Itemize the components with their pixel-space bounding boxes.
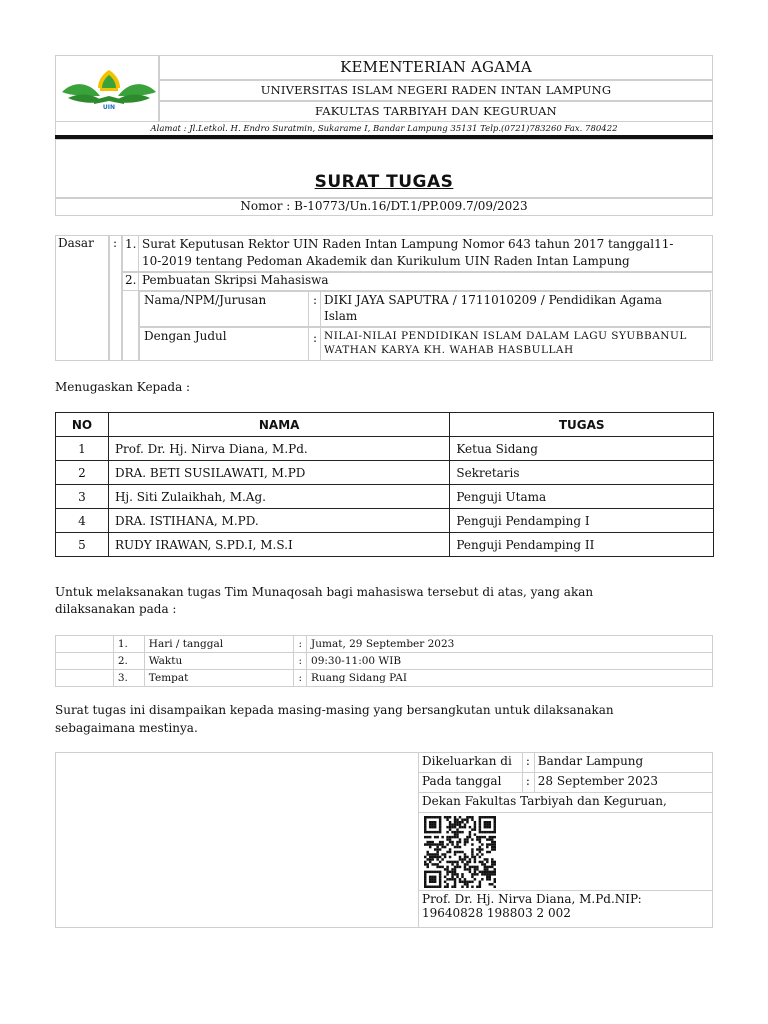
date-colon: : <box>522 773 534 793</box>
ministry-name: KEMENTERIAN AGAMA <box>340 58 532 76</box>
signer-position: Dekan Fakultas Tarbiyah dan Keguruan, <box>419 793 713 813</box>
nama-value-line1: DIKI JAYA SAPUTRA / 1711010209 / Pendidikan Agama <box>324 293 663 307</box>
team-header-nama: NAMA <box>108 413 449 437</box>
team-tugas: Ketua Sidang <box>450 437 714 461</box>
table-row <box>56 636 713 653</box>
schedule-value: Jumat, 29 September 2023 <box>307 636 713 653</box>
nama-value-line2: Islam <box>324 309 358 323</box>
date-value: 28 September 2023 <box>534 773 712 793</box>
team-no: 1 <box>56 437 109 461</box>
table-row <box>56 653 713 670</box>
judul-value-line1: NILAI-NILAI PENDIDIKAN ISLAM DALAM LAGU SYUBBANUL <box>324 330 687 342</box>
logo-text: UIN <box>102 104 116 110</box>
team-tugas: Penguji Pendamping I <box>450 509 714 533</box>
university-name: UNIVERSITAS ISLAM NEGERI RADEN INTAN LAMPUNG <box>260 83 612 97</box>
qr-cell <box>419 813 713 891</box>
team-nama: DRA. ISTIHANA, M.PD. <box>108 509 449 533</box>
team-nama: Prof. Dr. Hj. Nirva Diana, M.Pd. <box>108 437 449 461</box>
university-logo-icon <box>60 66 158 110</box>
dasar-item1-no: 1. <box>125 237 137 251</box>
judul-value-line2: WATHAN KARYA KH. WAHAB HASBULLAH <box>324 344 574 356</box>
team-nama: Hj. Siti Zulaikhah, M.Ag. <box>108 485 449 509</box>
team-no: 3 <box>56 485 109 509</box>
team-tugas: Sekretaris <box>450 461 714 485</box>
schedule-colon: : <box>294 670 307 687</box>
dasar-label-cell <box>55 235 109 361</box>
issued-value: Bandar Lampung <box>534 753 712 773</box>
table-row <box>56 485 714 509</box>
table-row <box>56 437 714 461</box>
team-no: 5 <box>56 533 109 557</box>
dasar-colon-cell <box>109 235 122 361</box>
table-row <box>56 533 714 557</box>
issued-colon: : <box>522 753 534 773</box>
schedule-no: 3. <box>113 670 144 687</box>
team-tugas: Penguji Pendamping II <box>450 533 714 557</box>
table-row <box>419 793 713 813</box>
schedule-colon: : <box>294 653 307 670</box>
team-header-tugas: TUGAS <box>450 413 714 437</box>
university-logo <box>60 66 158 110</box>
menugaskan-label: Menugaskan Kepada : <box>55 380 191 394</box>
table-row <box>419 813 713 891</box>
closing-line1: Surat tugas ini disampaikan kepada masing-masing yang bersangkutan untuk dilaksanakan <box>55 703 614 717</box>
team-header-no: NO <box>56 413 109 437</box>
table-row <box>56 670 713 687</box>
letterhead-address: Alamat : Jl.Letkol. H. Endro Suratmin, Sukarame I, Bandar Lampung 35131 Telp.(0721)783260 Fax. 780422 <box>150 124 618 134</box>
table-row <box>419 753 713 773</box>
schedule-label: Waktu <box>144 653 294 670</box>
letter-title: SURAT TUGAS <box>314 172 454 192</box>
dasar-item1-line1: Surat Keputusan Rektor UIN Raden Intan Lampung Nomor 643 tahun 2017 tanggal11- <box>142 237 674 251</box>
schedule-table <box>55 635 713 687</box>
schedule-value: Ruang Sidang PAI <box>307 670 713 687</box>
schedule-value: 09:30-11:00 WIB <box>307 653 713 670</box>
issued-label: Dikeluarkan di <box>419 753 523 773</box>
team-tugas: Penguji Utama <box>450 485 714 509</box>
untuk-line1: Untuk melaksanakan tugas Tim Munaqosah bagi mahasiswa tersebut di atas, yang akan <box>55 585 594 599</box>
table-row <box>56 461 714 485</box>
dasar-label: Dasar <box>58 236 94 250</box>
signer-line2: 19640828 198803 2 002 <box>422 906 571 920</box>
untuk-line2: dilaksanakan pada : <box>55 602 177 616</box>
dasar-item2-no: 2. <box>125 273 137 287</box>
nama-label: Nama/NPM/Jurusan <box>144 293 267 307</box>
team-table <box>55 412 714 557</box>
dasar-item1-line2: 10-2019 tentang Pedoman Akademik dan Kurikulum UIN Raden Intan Lampung <box>142 254 630 268</box>
faculty-name: FAKULTAS TARBIYAH DAN KEGURUAN <box>315 104 557 118</box>
team-header-row <box>56 413 714 437</box>
schedule-label: Tempat <box>144 670 294 687</box>
schedule-label: Hari / tanggal <box>144 636 294 653</box>
signer-name-cell <box>419 891 713 928</box>
team-no: 4 <box>56 509 109 533</box>
schedule-no: 1. <box>113 636 144 653</box>
letter-number: Nomor : B-10773/Un.16/DT.1/PP.009.7/09/2023 <box>240 199 528 213</box>
schedule-no: 2. <box>113 653 144 670</box>
signature-table <box>418 752 713 928</box>
nama-colon: : <box>313 293 318 307</box>
dasar-colon: : <box>113 236 118 250</box>
qr-code-icon <box>424 816 496 888</box>
schedule-colon: : <box>294 636 307 653</box>
dasar-item2: Pembuatan Skripsi Mahasiswa <box>142 273 329 287</box>
date-label: Pada tanggal <box>419 773 523 793</box>
team-nama: RUDY IRAWAN, S.PD.I, M.S.I <box>108 533 449 557</box>
closing-line2: sebagaimana mestinya. <box>55 721 198 735</box>
table-row <box>56 509 714 533</box>
table-row <box>419 891 713 928</box>
team-nama: DRA. BETI SUSILAWATI, M.PD <box>108 461 449 485</box>
judul-label: Dengan Judul <box>144 329 227 343</box>
table-row <box>419 773 713 793</box>
signer-line1: Prof. Dr. Hj. Nirva Diana, M.Pd.NIP: <box>422 892 642 906</box>
judul-colon: : <box>313 331 318 345</box>
team-no: 2 <box>56 461 109 485</box>
